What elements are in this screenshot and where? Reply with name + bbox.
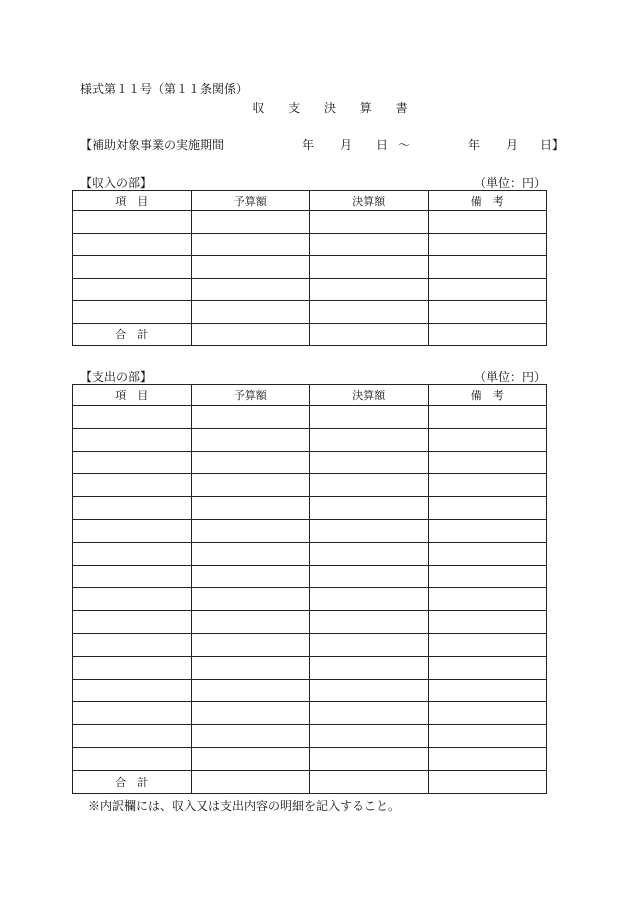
budget-cell[interactable] [191,256,310,279]
budget-cell[interactable] [191,233,310,256]
settlement-cell[interactable] [310,256,429,279]
table-row [73,588,547,611]
settlement-cell[interactable] [310,702,429,725]
period-end-day: 日】 [540,138,565,152]
income-table-body [73,211,547,346]
budget-cell[interactable] [191,656,310,679]
budget-cell[interactable] [191,633,310,656]
settlement-cell[interactable] [310,451,429,474]
budget-cell[interactable] [191,519,310,542]
item-cell[interactable] [73,211,192,234]
period-start-month: 月 [340,138,353,152]
expense-header-row [73,385,547,406]
table-row [73,633,547,656]
settlement-cell[interactable] [310,747,429,770]
table-row [73,278,547,301]
period-end-year: 年 [468,138,481,152]
budget-cell[interactable] [191,474,310,497]
total-label-cell: 合 計 [73,323,192,346]
income-header-settlement: 決算額 [310,191,429,211]
table-row [73,702,547,725]
budget-cell[interactable] [191,725,310,748]
remarks-cell[interactable] [428,406,547,429]
settlement-cell[interactable] [310,497,429,520]
remarks-cell[interactable] [428,542,547,565]
budget-cell[interactable] [191,428,310,451]
table-row [73,611,547,634]
item-cell[interactable] [73,702,192,725]
item-cell[interactable] [73,474,192,497]
expense-unit-label: （単位：円） [473,370,546,384]
budget-cell[interactable] [191,611,310,634]
remarks-cell[interactable] [428,725,547,748]
settlement-cell[interactable] [310,679,429,702]
item-cell[interactable] [73,565,192,588]
item-cell[interactable] [73,406,192,429]
remarks-cell[interactable] [428,519,547,542]
budget-cell[interactable] [191,702,310,725]
expense-header-settlement: 決算額 [310,385,429,406]
budget-cell[interactable] [191,211,310,234]
table-row [73,256,547,279]
income-header-row [73,191,547,211]
settlement-cell[interactable] [310,211,429,234]
income-header-item: 項 目 [73,191,192,211]
item-cell[interactable] [73,611,192,634]
income-section-label: 【収入の部】 [80,176,153,190]
settlement-cell[interactable] [310,633,429,656]
implementation-period [80,136,565,154]
expense-table-body [73,406,547,794]
budget-cell[interactable] [191,497,310,520]
settlement-cell[interactable] [310,656,429,679]
remarks-cell[interactable] [428,474,547,497]
total-settlement-cell[interactable] [310,770,429,793]
period-start-day: 日 [376,138,389,152]
period-end-month: 月 [506,138,519,152]
expense-table [72,384,547,794]
item-cell[interactable] [73,428,192,451]
remarks-cell[interactable] [428,256,547,279]
income-table [72,190,547,346]
remarks-cell[interactable] [428,656,547,679]
budget-cell[interactable] [191,451,310,474]
table-row [73,519,547,542]
budget-cell[interactable] [191,542,310,565]
budget-cell[interactable] [191,679,310,702]
expense-section-label: 【支出の部】 [80,370,153,384]
remarks-cell[interactable] [428,747,547,770]
item-cell[interactable] [73,233,192,256]
table-row [73,725,547,748]
item-cell[interactable] [73,278,192,301]
table-row [73,565,547,588]
period-start-year: 年 [302,138,315,152]
remarks-cell[interactable] [428,588,547,611]
settlement-cell[interactable] [310,611,429,634]
total-budget-cell[interactable] [191,770,310,793]
table-row [73,497,547,520]
remarks-cell[interactable] [428,497,547,520]
expense-header-item: 項 目 [73,385,192,406]
remarks-cell[interactable] [428,301,547,324]
item-cell[interactable] [73,747,192,770]
table-row [73,656,547,679]
remarks-cell[interactable] [428,211,547,234]
remarks-cell[interactable] [428,702,547,725]
table-row [73,679,547,702]
footnote: ※内訳欄には、収入又は支出内容の明細を記入すること。 [88,799,401,813]
period-tilde: ～ [398,138,411,152]
remarks-cell[interactable] [428,633,547,656]
item-cell[interactable] [73,301,192,324]
budget-cell[interactable] [191,588,310,611]
remarks-cell[interactable] [428,451,547,474]
table-row [73,747,547,770]
income-unit-label: （単位：円） [473,176,546,190]
item-cell[interactable] [73,656,192,679]
item-cell[interactable] [73,725,192,748]
table-row [73,406,547,429]
total-label-cell: 合 計 [73,770,192,793]
item-cell[interactable] [73,588,192,611]
settlement-cell[interactable] [310,519,429,542]
item-cell[interactable] [73,633,192,656]
item-cell[interactable] [73,497,192,520]
income-header-remarks: 備 考 [428,191,547,211]
settlement-cell[interactable] [310,301,429,324]
remarks-cell[interactable] [428,565,547,588]
budget-cell[interactable] [191,406,310,429]
expense-header-remarks: 備 考 [428,385,547,406]
budget-cell[interactable] [191,747,310,770]
table-row [73,542,547,565]
total-row [73,770,547,793]
remarks-cell[interactable] [428,611,547,634]
budget-cell[interactable] [191,565,310,588]
table-row [73,428,547,451]
settlement-cell[interactable] [310,542,429,565]
total-settlement-cell[interactable] [310,323,429,346]
income-header-budget: 予算額 [191,191,310,211]
table-row [73,451,547,474]
item-cell[interactable] [73,679,192,702]
table-row [73,233,547,256]
item-cell[interactable] [73,542,192,565]
settlement-cell[interactable] [310,278,429,301]
budget-cell[interactable] [191,301,310,324]
total-budget-cell[interactable] [191,323,310,346]
document-title: 収 支 決 算 書 [252,101,418,115]
item-cell[interactable] [73,451,192,474]
settlement-cell[interactable] [310,428,429,451]
settlement-cell[interactable] [310,406,429,429]
remarks-cell[interactable] [428,428,547,451]
item-cell[interactable] [73,519,192,542]
budget-cell[interactable] [191,278,310,301]
total-remarks-cell[interactable] [428,323,547,346]
settlement-cell[interactable] [310,233,429,256]
table-row [73,474,547,497]
remarks-cell[interactable] [428,278,547,301]
settlement-cell[interactable] [310,565,429,588]
expense-header-budget: 予算額 [191,385,310,406]
settlement-cell[interactable] [310,588,429,611]
form-number: 様式第１１号（第１１条関係） [80,82,249,96]
total-row [73,323,547,346]
settlement-cell[interactable] [310,474,429,497]
table-row [73,301,547,324]
remarks-cell[interactable] [428,233,547,256]
total-remarks-cell[interactable] [428,770,547,793]
settlement-cell[interactable] [310,725,429,748]
item-cell[interactable] [73,256,192,279]
table-row [73,211,547,234]
period-label: 【補助対象事業の実施期間 [80,138,225,152]
remarks-cell[interactable] [428,679,547,702]
